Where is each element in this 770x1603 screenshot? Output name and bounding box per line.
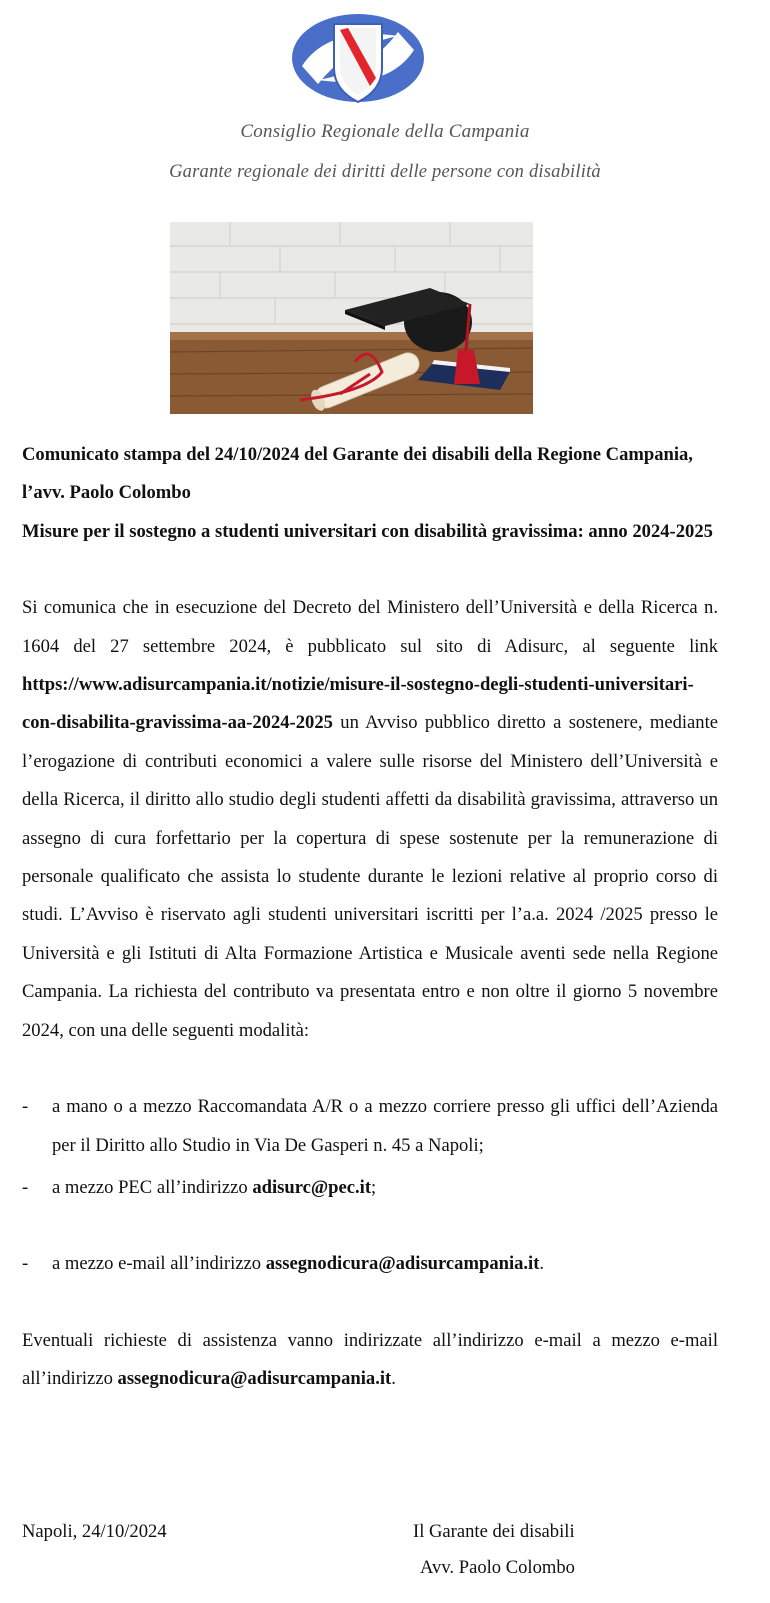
org-subtitle: Garante regionale dei diritti delle persone con disabilità	[169, 162, 601, 182]
campania-region-logo-icon	[288, 6, 428, 116]
release-title: Comunicato stampa del 24/10/2024 del Garante dei disabili della Regione Campania, l’avv. Paolo Colombo	[22, 444, 693, 504]
assistance-paragraph: Eventuali richieste di assistenza vanno indirizzate all’indirizzo e-mail a mezzo e-mail all’indirizzo assegnodicura@adisurcampania.it.	[22, 1329, 718, 1390]
pec-address[interactable]: adisurc@pec.it	[252, 1176, 372, 1198]
bullet-dash: -	[22, 1253, 29, 1275]
bullet-dash: -	[22, 1176, 29, 1198]
graduation-photo	[170, 222, 533, 414]
body-paragraph	[22, 589, 718, 1050]
bullet-hand-delivery: a mano o a mezzo Raccomandata A/R o a mezzo corriere presso gli uffici dell’Azienda per il Diritto allo Studio in Via De Gasperi n. 45 a Napoli;	[52, 1096, 718, 1156]
letterhead	[0, 0, 770, 210]
signatory-role: Il Garante dei disabili	[413, 1521, 575, 1542]
release-subject: Misure per il sostegno a studenti universitari con disabilità gravissima: anno 2024-2025	[22, 520, 713, 542]
bullet-dash: -	[22, 1096, 29, 1118]
bullet-pec: a mezzo PEC all’indirizzo adisurc@pec.it;	[52, 1176, 377, 1198]
list-item	[22, 1169, 718, 1207]
list-item	[22, 1245, 718, 1283]
org-name: Consiglio Regionale della Campania	[240, 121, 530, 142]
body-rest: un Avviso pubblico diretto a sostenere, mediante l’erogazione di contributi economici a valere sulle risorse del Ministero dell’Università e della Ricerca, il diritto allo studio degli studenti affetti da disabilità gravissima, attraverso un assegno di cura forfettario per la copertura di spese sostenute per la remunerazione di personale qualificato che assista lo studente durante le lezioni relative al proprio corso di studi. L’Avviso è riservato agli studenti universitari iscritti per l’a.a. 2024 /2025 presso le Università e gli Istituti di Alta Formazione Artistica e Musicale aventi sede nella Regione Campania. La richiesta del contributo va presentata entro e non oltre il giorno 5 novembre 2024, con una delle seguenti modalità:	[22, 712, 718, 1041]
signatory-name: Avv. Paolo Colombo	[420, 1557, 575, 1578]
assistance-email[interactable]: assegnodicura@adisurcampania.it	[117, 1368, 392, 1390]
press-release	[22, 436, 718, 1399]
place-date: Napoli, 24/10/2024	[22, 1521, 167, 1542]
bullet-email: a mezzo e-mail all’indirizzo assegnodicura@adisurcampania.it.	[52, 1253, 545, 1275]
body-intro: Si comunica che in esecuzione del Decreto del Ministero dell’Università e della Ricerca n. 1604 del 27 settembre 2024, è pubblicato sul sito di Adisurc, al seguente link	[22, 597, 718, 657]
adisurc-link[interactable]: https://www.adisurcampania.it/notizie/misure-il-sostegno-degli-studenti-universitari-con-disabilita-gravissima-aa-2024-2025	[22, 674, 694, 734]
email-address[interactable]: assegnodicura@adisurcampania.it	[265, 1253, 540, 1275]
list-item	[22, 1088, 718, 1165]
